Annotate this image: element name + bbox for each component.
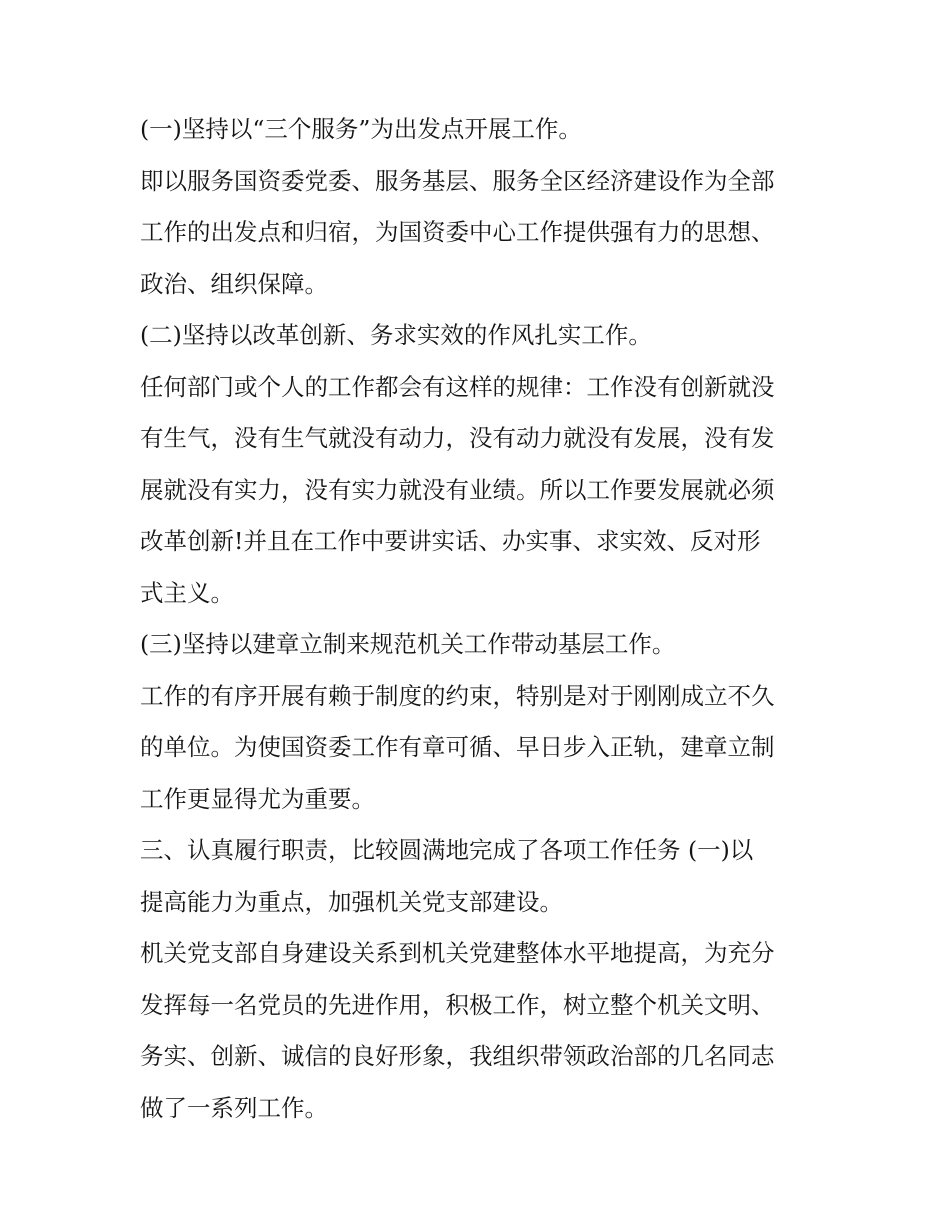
text-line: 的单位。为使国资委工作有章可循、早日步入正轨，建章立制 bbox=[140, 733, 775, 761]
text-line: 改革创新!并且在工作中要讲实话、办实事、求实效、反对形 bbox=[140, 527, 761, 555]
section-heading-1: (一)坚持以“三个服务”为出发点开展工作。 bbox=[140, 115, 582, 143]
text-line: 即以服务国资委党委、服务基层、服务全区经济建设作为全部 bbox=[140, 166, 775, 195]
document-body bbox=[140, 104, 820, 1134]
text-line: 工作的出发点和归宿，为国资委中心工作提供强有力的思想、 bbox=[140, 218, 775, 246]
text-line: 工作更显得尤为重要。 bbox=[140, 784, 375, 813]
text-line: 式主义。 bbox=[140, 578, 234, 607]
text-line: 政治、组织保障。 bbox=[140, 269, 328, 298]
text-line: 发挥每一名党员的先进作用，积极工作，树立整个机关文明、 bbox=[140, 990, 775, 1019]
section-heading-3: (三)坚持以建章立制来规范机关工作带动基层工作。 bbox=[140, 630, 676, 658]
text-line: 提高能力为重点，加强机关党支部建设。 bbox=[140, 887, 563, 916]
text-line: 有生气，没有生气就没有动力，没有动力就没有发展，没有发 bbox=[140, 424, 775, 452]
text-line: 展就没有实力，没有实力就没有业绩。所以工作要发展就必须 bbox=[140, 475, 775, 504]
text-line: 务实、创新、诚信的良好形象，我组织带领政治部的几名同志 bbox=[140, 1042, 775, 1070]
section-heading-2: (二)坚持以改革创新、务求实效的作风扎实工作。 bbox=[140, 321, 652, 349]
text-line: 工作的有序开展有赖于制度的约束，特别是对于刚刚成立不久 bbox=[140, 681, 775, 710]
section-heading-part-three: 三、认真履行职责，比较圆满地完成了各项工作任务 (一)以 bbox=[140, 836, 754, 864]
text-line: 任何部门或个人的工作都会有这样的规律：工作没有创新就没 bbox=[140, 372, 775, 401]
text-line: 做了一系列工作。 bbox=[140, 1093, 328, 1122]
text-line: 机关党支部自身建设关系到机关党建整体水平地提高，为充分 bbox=[140, 939, 775, 967]
